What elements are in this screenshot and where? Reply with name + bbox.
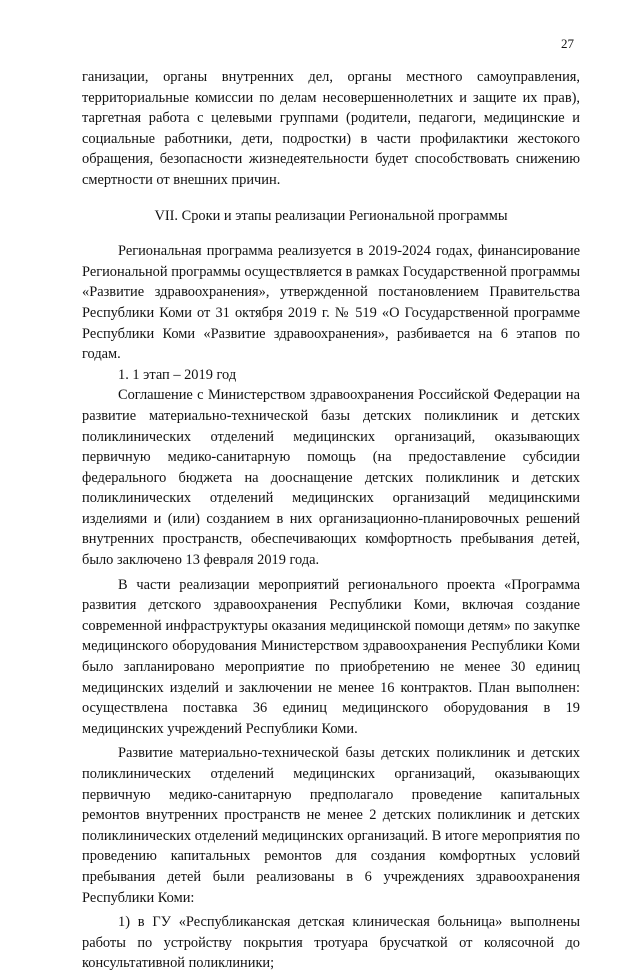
paragraph-repairs: Развитие материально-технической базы детских поликлиник и детских поликлинических отделений медицинских организаций, оказывающих первичную медико-санитарную предполагало проведение капитальных ремонтов внутренних пространств не менее 2 детских поликлиник и детских поликлинических отделений медицинских организаций. В итоге мероприятия по проведению капитальных ремонтов для создания комфортных условий пребывания детей были реализованы в 6 учреждениях здравоохранения Республики Коми: xyxy=(82,745,580,906)
page-number: 27 xyxy=(561,36,574,51)
page-body xyxy=(82,67,580,974)
paragraph-agreement: Соглашение с Министерством здравоохранения Российской Федерации на развитие материально-технической базы детских поликлиник и детских поликлинических отделений медицинских организаций, оказывающих первичную медико-санитарную помощь (на предоставление субсидии федерального бюджета на дооснащение детских поликлиник и детских поликлинических отделений медицинских организаций медицинскими изделиями и (или) созданием в них организационно-планировочных решений внутренних пространств, обеспечивающих комфортность пребывания детей, было заключено 13 февраля 2019 года. xyxy=(82,387,580,569)
intro-paragraph: ганизации, органы внутренних дел, органы местного самоуправления, территориальные комиссии по делам несовершеннолетних и защите их прав), таргетная работа с целевыми группами (родители, педагоги, медицинские и социальные работники, дети, подростки) в части профилактики жестокого обращения, безопасности жизнедеятельности будет способствовать снижению смертности от внешних причин. xyxy=(82,69,580,188)
paragraph-item-1: 1) в ГУ «Республиканская детская клиническая больница» выполнены работы по устройству покрытия тротуара брусчаткой от колясочной до консультативной поликлиники; xyxy=(82,914,580,972)
section-heading: VII. Сроки и этапы реализации Региональной программы xyxy=(154,207,508,224)
paragraph-equipment: В части реализации мероприятий регионального проекта «Программа развития детского здравоохранения Республики Коми, включая создание современной инфраструктуры оказания медицинской помощи детям» по закупке медицинского оборудования Министерством здравоохранения Республики Коми было запланировано мероприятие по приобретению не менее 30 единиц медицинских изделий и заключении не менее 16 контрактов. План выполнен: осуществлена поставка 36 единиц медицинского оборудования в 19 медицинских учреждений Республики Коми. xyxy=(82,576,580,737)
stage-heading-1: 1. 1 этап – 2019 год xyxy=(118,366,237,383)
paragraph-program-period: Региональная программа реализуется в 2019-2024 годах, финансирование Региональной программы осуществляется в рамках Государственной программы «Развитие здравоохранения», утвержденной постановлением Правительства Республики Коми от 31 октября 2019 г. № 519 «О Государственной программе Республики Коми «Развитие здравоохранения», разбивается на 6 этапов по годам. xyxy=(82,243,580,363)
